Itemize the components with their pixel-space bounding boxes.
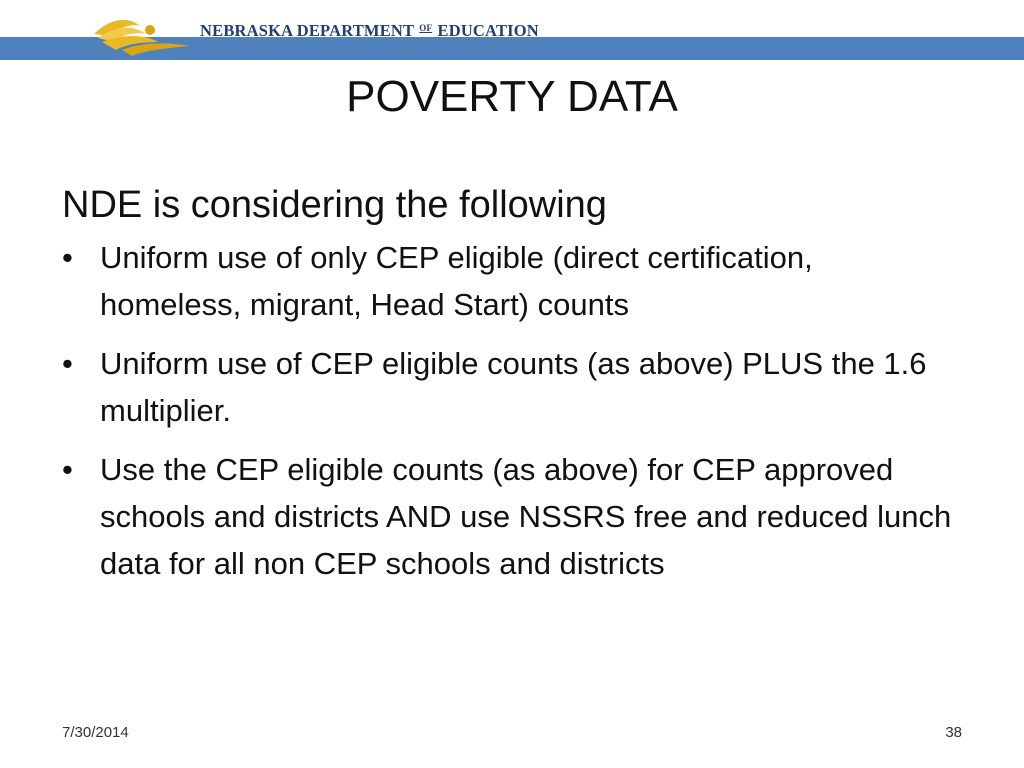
intro-text: NDE is considering the following	[62, 184, 607, 226]
page-number: 38	[945, 724, 962, 741]
organization-name	[200, 21, 539, 41]
nebraska-sower-logo-icon	[92, 12, 192, 60]
bullet-text: Uniform use of CEP eligible counts (as above) PLUS the 1.6 multiplier.	[100, 346, 927, 428]
org-name-part2: EDUCATION	[437, 21, 539, 40]
bullet-icon: •	[62, 240, 73, 275]
org-name-of: OF	[419, 23, 433, 33]
bullet-list	[62, 234, 962, 587]
bullet-text: Uniform use of only CEP eligible (direct certification, homeless, migrant, Head Start) counts	[100, 240, 813, 322]
slide-title: POVERTY DATA	[346, 72, 678, 121]
bullet-icon: •	[62, 452, 73, 487]
bullet-item	[62, 340, 962, 434]
bullet-item	[62, 446, 962, 587]
bullet-item	[62, 234, 962, 328]
footer-date: 7/30/2014	[62, 724, 129, 741]
slide-body	[62, 182, 962, 599]
bullet-text: Use the CEP eligible counts (as above) for CEP approved schools and districts AND use NSSRS free and reduced lunch data for all non CEP schools and districts	[100, 452, 952, 581]
bullet-icon: •	[62, 346, 73, 381]
org-name-part1: NEBRASKA DEPARTMENT	[200, 21, 414, 40]
